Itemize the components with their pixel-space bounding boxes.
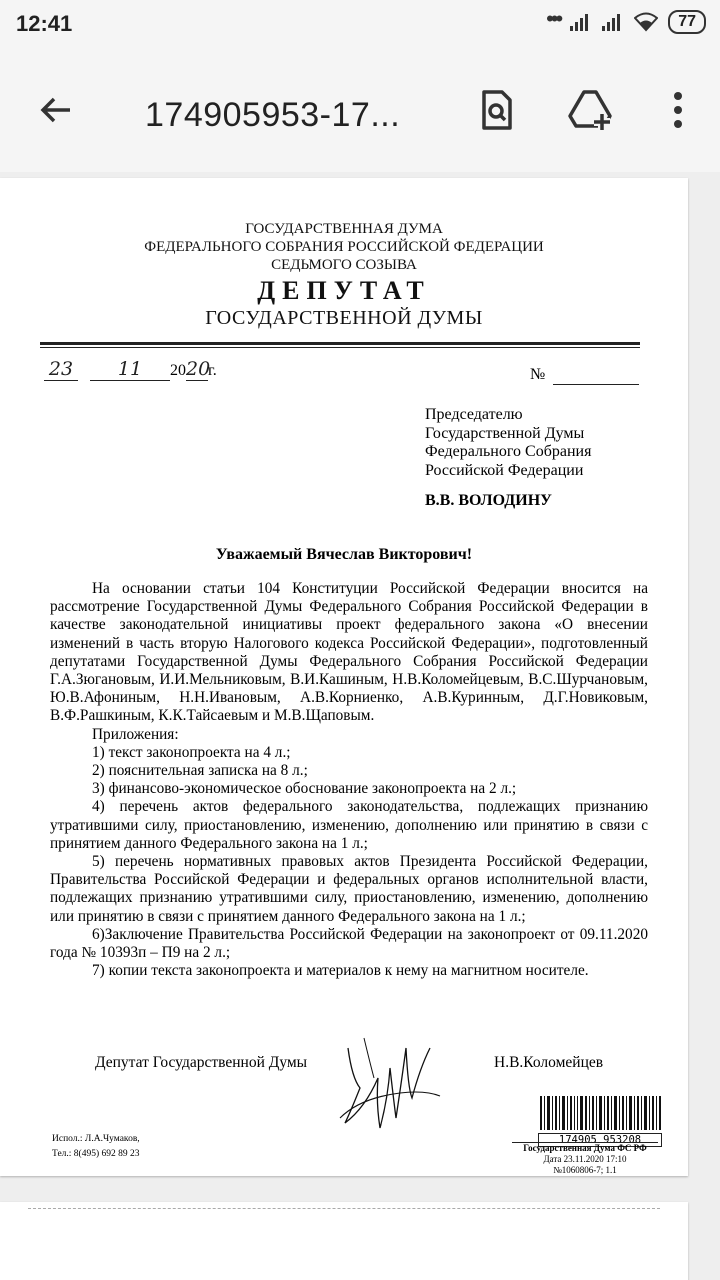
attachment-item: 2) пояснительная записка на 8 л.;	[92, 762, 308, 780]
header-divider-thick	[40, 342, 640, 345]
addressee-line: Государственной Думы	[425, 424, 585, 442]
stamp-line-2: Дата 23.11.2020 17:10	[543, 1154, 627, 1164]
signature-title: Депутат Государственной Думы	[95, 1054, 308, 1071]
gosdumy-heading: ГОСУДАРСТВЕННОЙ ДУМЫ	[205, 307, 483, 329]
page-top-rule	[28, 1208, 660, 1209]
pdf-page	[0, 178, 688, 1176]
attachment-item: 4) перечень актов федерального законодательства, подлежащих признанию утратившими силу, приостановлению, изменению, дополнению или принятию в связи с принятием данного Федерального закона на 1 л.;	[50, 798, 648, 852]
header-line-3: СЕДЬМОГО СОЗЫВА	[271, 257, 417, 273]
addressee	[425, 406, 591, 480]
wifi-icon	[634, 12, 658, 32]
attachment-item: 1) текст законопроекта на 4 л.;	[92, 743, 291, 761]
number-blank	[553, 366, 639, 385]
header-line-2: ФЕДЕРАЛЬНОГО СОБРАНИЯ РОССИЙСКОЙ ФЕДЕРАЦИИ	[144, 239, 544, 255]
battery-indicator: 77	[668, 10, 706, 34]
stamp-line-3: №1060806-7; 1.1	[553, 1165, 617, 1175]
handwritten-signature	[330, 1018, 450, 1138]
date-month: 11	[90, 358, 170, 381]
app-bar	[0, 48, 720, 172]
attachment-item: 3) финансово-экономическое обоснование законопроекта на 2 л.;	[92, 780, 517, 798]
signal-icon-2	[602, 13, 624, 31]
status-bar	[0, 0, 720, 48]
arrow-back-icon[interactable]	[34, 88, 78, 132]
executor-line: Испол.: Л.А.Чумаков,	[52, 1134, 140, 1144]
addressee-line: Председателю	[425, 406, 523, 423]
registration-stamp	[512, 1142, 658, 1176]
find-in-page-icon[interactable]	[472, 86, 520, 134]
stamp-line-1: Государственная Дума ФС РФ	[512, 1142, 658, 1154]
barcode-number: 174905 953208	[538, 1133, 662, 1147]
more-vert-icon[interactable]	[654, 86, 702, 134]
header-line-1: ГОСУДАРСТВЕННАЯ ДУМА	[245, 221, 443, 237]
main-paragraph: На основании статьи 104 Конституции Российской Федерации вносится на рассмотрение Государственной Думы Федерального Собрания Российской Федерации в качестве законодательной инициативы проект федерального закона «О внесении изменений в часть вторую Налогового кодекса Российской Федерации», подготовленный депутатами Государственной Думы Федерального Собрания Российской Федерации Г.А.Зюгановым, И.И.Мельниковым, В.И.Кашиным, Н.В.Коломейцевым, В.С.Шурчановым, Ю.В.Афониным, Н.Н.Ивановым, А.В.Корниенко, А.В.Куринным, Д.Г.Новиковым, В.Ф.Рашкиным, К.К.Тайсаевым и М.В.Щаповым.	[50, 580, 648, 725]
attachment-item: 5) перечень нормативных правовых актов Президента Российской Федерации, Правительства Российской Федерации и федеральных органов исполнительной власти, подлежащих признанию утратившими силу, приостановлению, изменению, дополнению или принятию в связи с принятием данного Федерального закона на 1 л.;	[50, 853, 648, 925]
addressee-line: Федерального Собрания	[425, 443, 592, 460]
status-icons	[546, 6, 706, 34]
notification-dots-icon: •••	[546, 6, 561, 31]
barcode-bars	[538, 1096, 662, 1130]
attachment-item: 6)Заключение Правительства Российской Федерации на законопроект от 09.11.2020 года № 10393п – П9 на 2 л.;	[50, 925, 648, 962]
number-label: №	[530, 366, 546, 383]
letter-body	[50, 580, 648, 980]
date-suffix: г.	[208, 362, 217, 379]
deputat-heading: ДЕПУТАТ	[257, 276, 431, 305]
attachments-label: Приложения:	[92, 725, 179, 743]
document-header	[0, 220, 688, 274]
document-number	[530, 366, 639, 385]
executor-info	[52, 1132, 140, 1162]
date-year-prefix: 20	[170, 362, 186, 379]
pdf-page-next	[0, 1202, 688, 1280]
pdf-viewer[interactable]	[0, 172, 720, 1280]
signal-icon	[570, 13, 592, 31]
document-title: 174905953-17...	[145, 96, 401, 134]
add-to-drive-icon[interactable]	[566, 86, 614, 134]
barcode	[538, 1096, 662, 1147]
status-time: 12:41	[16, 11, 73, 36]
attachment-item: 7) копии текста законопроекта и материалов к нему на магнитном носителе.	[92, 962, 589, 980]
addressee-name: В.В. ВОЛОДИНУ	[425, 492, 552, 509]
salutation: Уважаемый Вячеслав Викторович!	[215, 546, 473, 563]
addressee-line: Российской Федерации	[425, 461, 584, 479]
phone-line: Тел.: 8(495) 692 89 23	[52, 1149, 140, 1159]
date-day: 23	[44, 358, 78, 381]
header-divider-thin	[40, 347, 640, 348]
date-year-hand: 20	[186, 358, 211, 380]
signature-name: Н.В.Коломейцев	[494, 1054, 604, 1071]
